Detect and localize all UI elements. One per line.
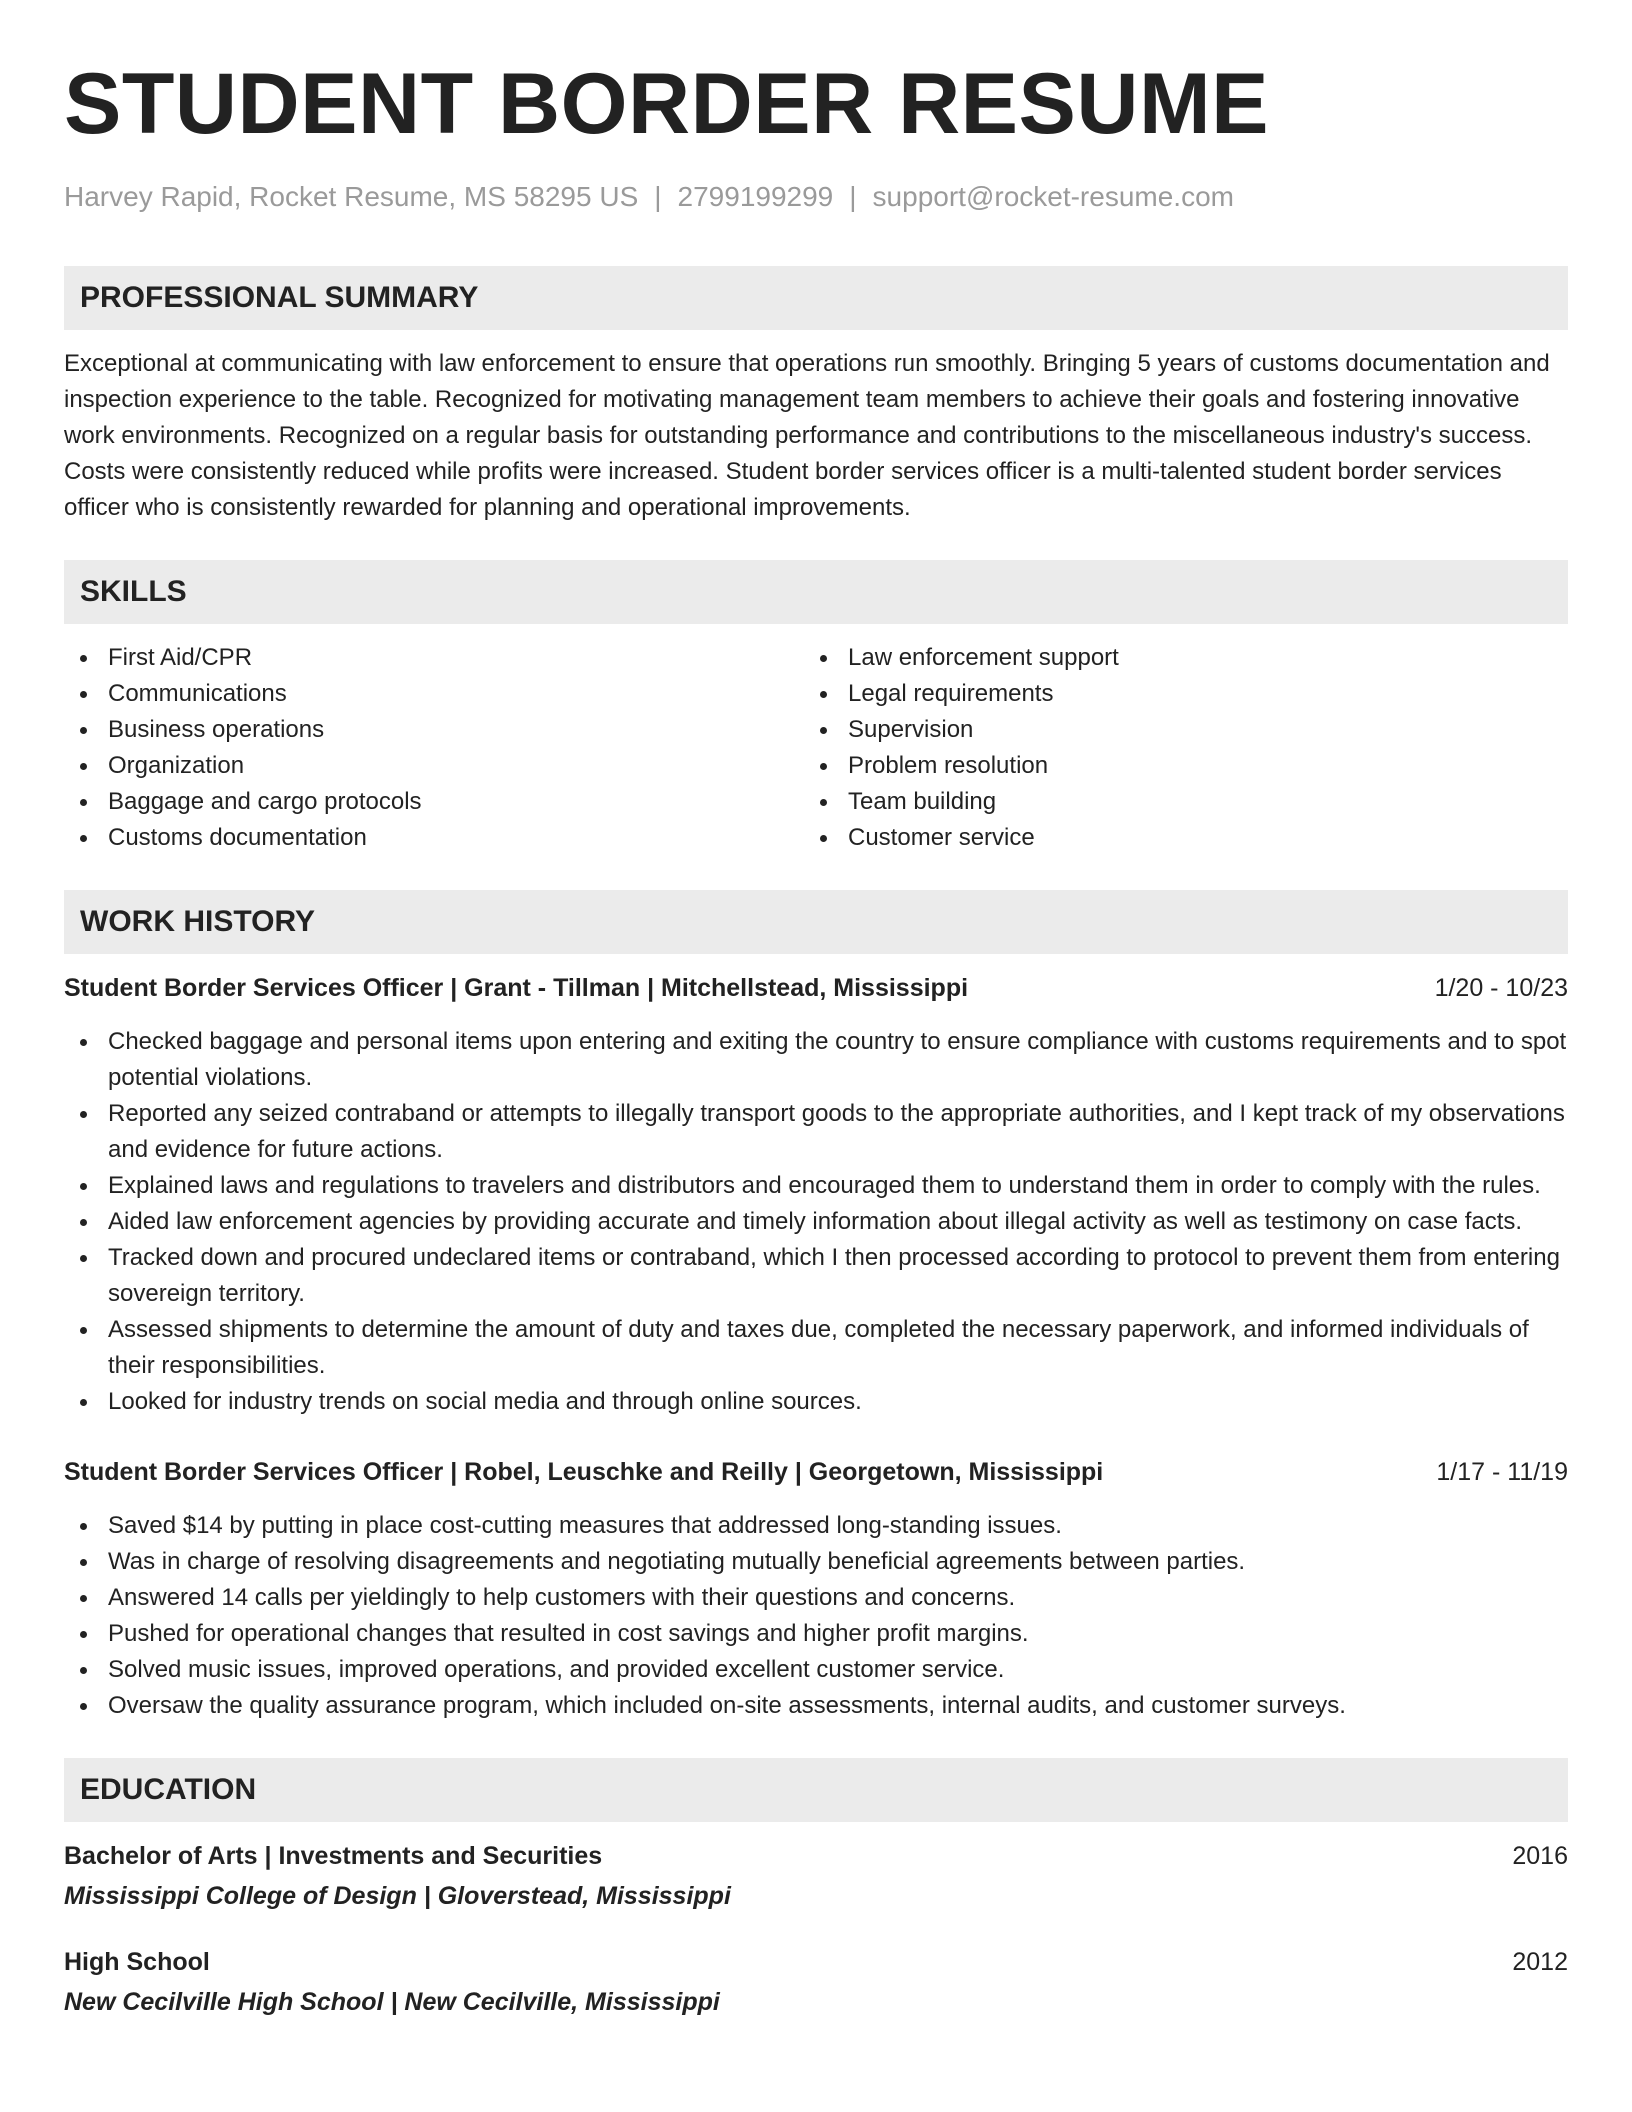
job-dates: 1/20 - 10/23 xyxy=(1434,974,1568,1002)
skill-item: Customer service xyxy=(804,820,1564,856)
job-bullet: Explained laws and regulations to travelers and distributors and encouraged them to understand them in order to comply with the rules. xyxy=(64,1168,1568,1204)
skill-item: Legal requirements xyxy=(804,676,1564,712)
job-dates: 1/17 - 11/19 xyxy=(1436,1458,1568,1486)
summary-heading: PROFESSIONAL SUMMARY xyxy=(64,266,1568,330)
contact-email: support@rocket-resume.com xyxy=(872,181,1234,212)
job-header xyxy=(64,1454,1568,1490)
job-bullet: Tracked down and procured undeclared items or contraband, which I then processed according to protocol to prevent them from entering sovereign territory. xyxy=(64,1240,1568,1312)
skill-item: Problem resolution xyxy=(804,748,1564,784)
contact-address: Harvey Rapid, Rocket Resume, MS 58295 US xyxy=(64,181,639,212)
skill-item: First Aid/CPR xyxy=(64,640,804,676)
work-history-heading: WORK HISTORY xyxy=(64,890,1568,954)
graduation-year: 2016 xyxy=(1512,1842,1568,1870)
job-bullet: Aided law enforcement agencies by providing accurate and timely information about illegal activity as well as testimony on case facts. xyxy=(64,1204,1568,1240)
skills-list-left xyxy=(64,640,804,856)
education-header xyxy=(64,1838,1568,1874)
job-bullet: Oversaw the quality assurance program, which included on-site assessments, internal audits, and customer surveys. xyxy=(64,1688,1568,1724)
job-bullet: Solved music issues, improved operations, and provided excellent customer service. xyxy=(64,1652,1568,1688)
resume-title: STUDENT BORDER RESUME xyxy=(64,56,1270,152)
skills-columns xyxy=(64,640,1568,856)
job-title: Student Border Services Officer | Robel, Leuschke and Reilly | Georgetown, Mississippi xyxy=(64,1458,1104,1486)
job-bullet: Looked for industry trends on social media and through online sources. xyxy=(64,1384,1568,1420)
job-title: Student Border Services Officer | Grant - Tillman | Mitchellstead, Mississippi xyxy=(64,974,969,1002)
contact-separator: | xyxy=(849,181,857,212)
skill-item: Baggage and cargo protocols xyxy=(64,784,804,820)
job-bullet: Answered 14 calls per yieldingly to help customers with their questions and concerns. xyxy=(64,1580,1568,1616)
job-bullets xyxy=(64,1024,1568,1420)
job-entry xyxy=(64,970,1568,1420)
degree: Bachelor of Arts | Investments and Securities xyxy=(64,1842,603,1870)
contact-separator: | xyxy=(654,181,662,212)
job-bullet: Reported any seized contraband or attempts to illegally transport goods to the appropriate authorities, and I kept track of my observations and evidence for future actions. xyxy=(64,1096,1568,1168)
contact-phone: 2799199299 xyxy=(677,181,834,212)
contact-line xyxy=(64,180,1568,214)
education-entry xyxy=(64,1838,1568,1914)
skills-heading: SKILLS xyxy=(64,560,1568,624)
job-bullet: Saved $14 by putting in place cost-cutting measures that addressed long-standing issues. xyxy=(64,1508,1568,1544)
school-name: Mississippi College of Design | Gloverstead, Mississippi xyxy=(64,1882,731,1910)
school-name: New Cecilville High School | New Cecilville, Mississippi xyxy=(64,1988,720,2016)
skills-list-right xyxy=(804,640,1564,856)
degree: High School xyxy=(64,1948,210,1976)
job-entry xyxy=(64,1454,1568,1724)
education-header xyxy=(64,1944,1568,1980)
summary-text: Exceptional at communicating with law enforcement to ensure that operations run smoothly. Bringing 5 years of customs documentation and inspection experience to the table. Recognized for motivating management team members to achieve their goals and fostering innovative work environments. Recognized on a regular basis for outstanding performance and contributions to the miscellaneous industry's success. Costs were consistently reduced while profits were increased. Student border services officer is a multi-talented student border services officer who is consistently rewarded for planning and operational improvements. xyxy=(64,350,1550,521)
job-bullet: Assessed shipments to determine the amount of duty and taxes due, completed the necessary paperwork, and informed individuals of their responsibilities. xyxy=(64,1312,1568,1384)
skill-item: Customs documentation xyxy=(64,820,804,856)
skill-item: Communications xyxy=(64,676,804,712)
skill-item: Business operations xyxy=(64,712,804,748)
job-header xyxy=(64,970,1568,1006)
job-bullet: Was in charge of resolving disagreements and negotiating mutually beneficial agreements between parties. xyxy=(64,1544,1568,1580)
skill-item: Law enforcement support xyxy=(804,640,1564,676)
education-entry xyxy=(64,1944,1568,2020)
skill-item: Organization xyxy=(64,748,804,784)
skill-item: Supervision xyxy=(804,712,1564,748)
job-bullets xyxy=(64,1508,1568,1724)
graduation-year: 2012 xyxy=(1512,1948,1568,1976)
job-bullet: Pushed for operational changes that resulted in cost savings and higher profit margins. xyxy=(64,1616,1568,1652)
job-bullet: Checked baggage and personal items upon entering and exiting the country to ensure compliance with customs requirements and to spot potential violations. xyxy=(64,1024,1568,1096)
skill-item: Team building xyxy=(804,784,1564,820)
education-heading: EDUCATION xyxy=(64,1758,1568,1822)
